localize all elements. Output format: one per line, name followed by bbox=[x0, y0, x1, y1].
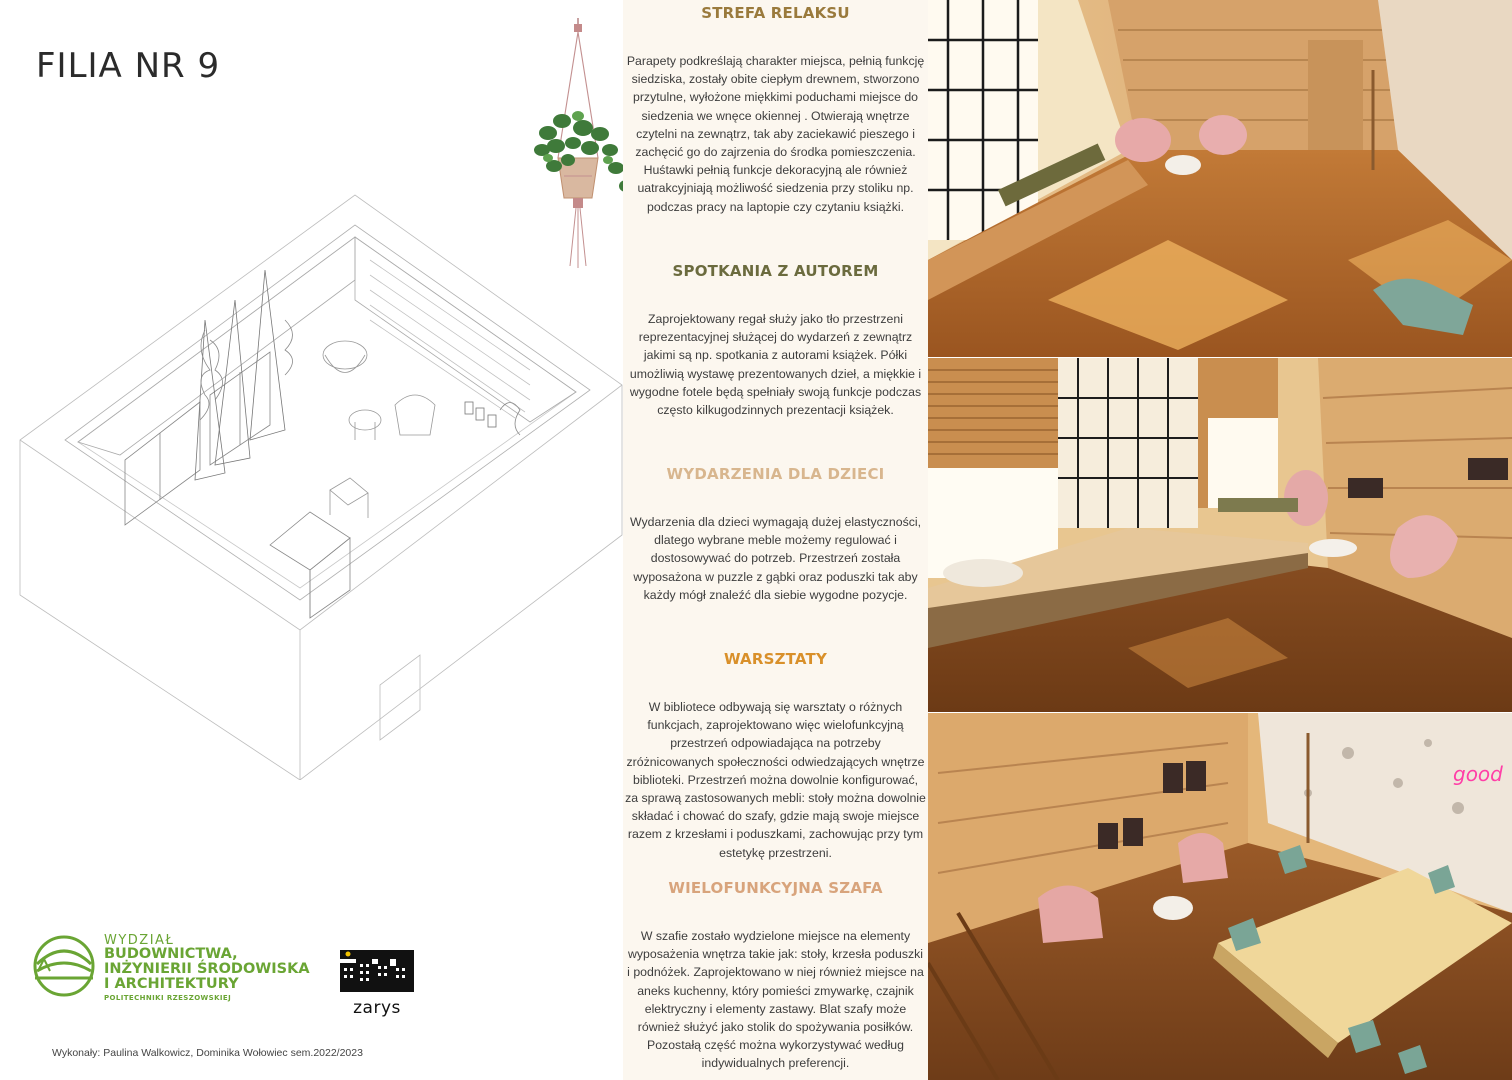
faculty-line-3: INŻYNIERII ŚRODOWISKA bbox=[104, 961, 310, 978]
section-body: Zaprojektowany regał służy jako tło przestrzeni reprezentacyjnej służącej do wydarzeń z zewnątrz jakimi są np. spotkania z autorami książek. Półki umożliwią wystawę prezentowanych dzieł, a miękkie i wygodne fotele będą spełniały swoją funkcje podczas często kilkugodzinnych prezentacji książek. bbox=[629, 312, 922, 418]
faculty-emblem-icon bbox=[32, 934, 96, 998]
author-meeting-render bbox=[928, 358, 1512, 712]
section-heading: WIELOFUNKCYJNA SZAFA bbox=[668, 879, 883, 897]
zarys-city-icon bbox=[340, 948, 414, 998]
zarys-logo bbox=[340, 948, 414, 1022]
description-column bbox=[623, 0, 928, 1080]
faculty-line-4: I ARCHITEKTURY bbox=[104, 975, 239, 992]
svg-text:good: good bbox=[1453, 762, 1503, 786]
relaxation-zone-render bbox=[928, 0, 1512, 357]
section-heading: STREFA RELAKSU bbox=[701, 4, 850, 22]
section-workshops bbox=[623, 650, 928, 862]
section-heading: SPOTKANIA Z AUTOREM bbox=[672, 262, 879, 280]
faculty-line-1: WYDZIAŁ bbox=[104, 933, 175, 948]
section-relaxation bbox=[623, 4, 928, 216]
workshop-render bbox=[928, 713, 1512, 1080]
section-body: Parapety podkreślają charakter miejsca, pełnią funkcję siedziska, zostały obite ciepłym drewnem, stworzono przytulne, wyłożone miękkimi poduchami miejsce do siedzenia we wnęce okiennej . Otwierają wnętrze czytelni na zewnątrz, tak aby zaciekawić pieszego i zachęcić go do zajrzenia do środka pomieszczenia. Huśtawki pełnią funkcje dekoracyjną ale również uatrakcyjniają możliwość siedzenia przy stoliku np. podczas pracy na laptopie czy czytaniu książki. bbox=[626, 54, 925, 214]
section-children-events bbox=[623, 465, 928, 604]
zarys-wordmark: zarys bbox=[353, 998, 401, 1018]
section-multifunction-wardrobe bbox=[623, 879, 928, 1073]
section-body: W szafie zostało wydzielone miejsce na elementy wyposażenia wnętrza takie jak: stoły, krzesła poduszki i podnóżek. Zaprojektowano w niej również miejsce na aneks kuchenny, który pomieści zmywarkę, czajnik elektryczny i elementy zastawy. Blat szafy może również służyć jako stolik do spożywania posiłków. Pozostałą część można wykorzystywać według indywidualnych preferencji. bbox=[627, 929, 924, 1071]
page-title: FILIA NR 9 bbox=[36, 46, 221, 86]
faculty-line-5: POLITECHNIKI RZESZOWSKIEJ bbox=[104, 993, 232, 1002]
section-author-meetings bbox=[623, 262, 928, 419]
faculty-line-2: BUDOWNICTWA, bbox=[104, 946, 238, 963]
section-heading: WYDARZENIA DLA DZIECI bbox=[666, 465, 885, 483]
section-heading: WARSZTATY bbox=[723, 650, 828, 668]
credits: Wykonały: Paulina Walkowicz, Dominika Wołowiec sem.2022/2023 bbox=[52, 1047, 363, 1059]
section-body: Wydarzenia dla dzieci wymagają dużej elastyczności, dlatego wybrane meble możemy regulować i dostosowywać do potrzeb. Przestrzeń została wyposażona w puzzle z gąbki oraz poduszki tak aby każdy mógł znaleźć dla siebie wygodne pozycje. bbox=[629, 515, 922, 602]
faculty-logo bbox=[32, 930, 322, 1014]
hanging-plant-illustration bbox=[528, 18, 638, 274]
section-body: W bibliotece odbywają się warsztaty o różnych funkcjach, zaprojektowano więc wielofunkcyjną przestrzeń odpowiadająca na potrzeby zróżnicowanych społeczności odwiedzających wnętrze biblioteki. Przestrzeń można dowolnie konfigurować, za sprawą zastosowanych mebli: stoły można dowolnie składać i chować do szafy, gdzie mają swoje miejsce razem z krzesłami i poduszkami, zachowując przy tym estetykę przestrzeni. bbox=[625, 700, 926, 860]
